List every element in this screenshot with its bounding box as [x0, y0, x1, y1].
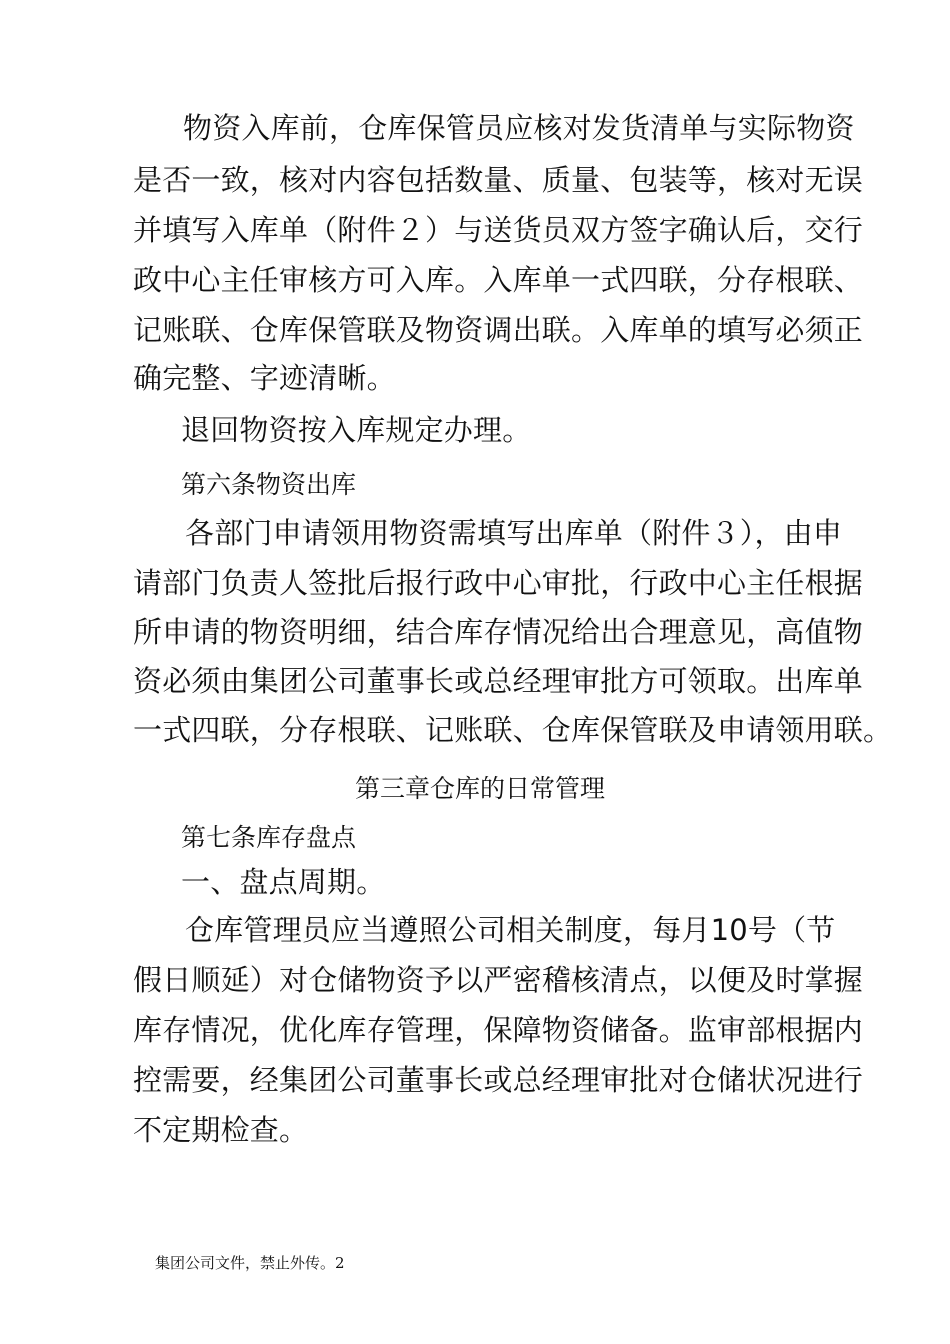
body-text-line: 假日顺延）对仓储物资予以严密稽核清点，以便及时掌握 [133, 963, 864, 997]
body-text-line: 所申请的物资明细，结合库存情况给出合理意见，高值物 [133, 615, 864, 649]
body-text-line: 物资入库前，仓库保管员应核对发货清单与实际物资 [183, 111, 855, 145]
body-text-line: 并填写入库单（附件２）与送货员双方签字确认后，交行 [133, 213, 864, 247]
body-text-line: 是否一致，核对内容包括数量、质量、包装等，核对无误 [133, 163, 864, 197]
body-text-line: 请部门负责人签批后报行政中心审批，行政中心主任根据 [133, 566, 864, 600]
body-text-line: 控需要，经集团公司董事长或总经理审批对仓储状况进行 [133, 1063, 864, 1097]
body-text-line: 退回物资按入库规定办理。 [181, 413, 532, 447]
body-text-line: 一式四联，分存根联、记账联、仓库保管联及申请领用联。 [133, 713, 893, 747]
chapter-heading: 第三章仓库的日常管理 [355, 774, 606, 803]
body-text-line: 不定期检查。 [133, 1113, 309, 1147]
body-text-line: 仓库管理员应当遵照公司相关制度，每月10号（节 [185, 913, 836, 947]
body-text-line: 资必须由集团公司董事长或总经理审批方可领取。出库单 [133, 664, 864, 698]
page-footer: 集团公司文件，禁止外传。2 [155, 1254, 345, 1272]
body-text-line: 确完整、字迹清晰。 [133, 361, 396, 395]
body-text-line: 政中心主任审核方可入库。入库单一式四联，分存根联、 [133, 263, 864, 297]
section-item: 一、盘点周期。 [181, 865, 386, 899]
article-heading: 第六条物资出库 [181, 470, 357, 499]
body-text-line: 各部门申请领用物资需填写出库单（附件３），由申 [185, 516, 843, 550]
article-heading: 第七条库存盘点 [181, 823, 357, 852]
body-text-line: 库存情况，优化库存管理，保障物资储备。监审部根据内 [133, 1013, 864, 1047]
body-text-line: 记账联、仓库保管联及物资调出联。入库单的填写必须正 [133, 313, 864, 347]
